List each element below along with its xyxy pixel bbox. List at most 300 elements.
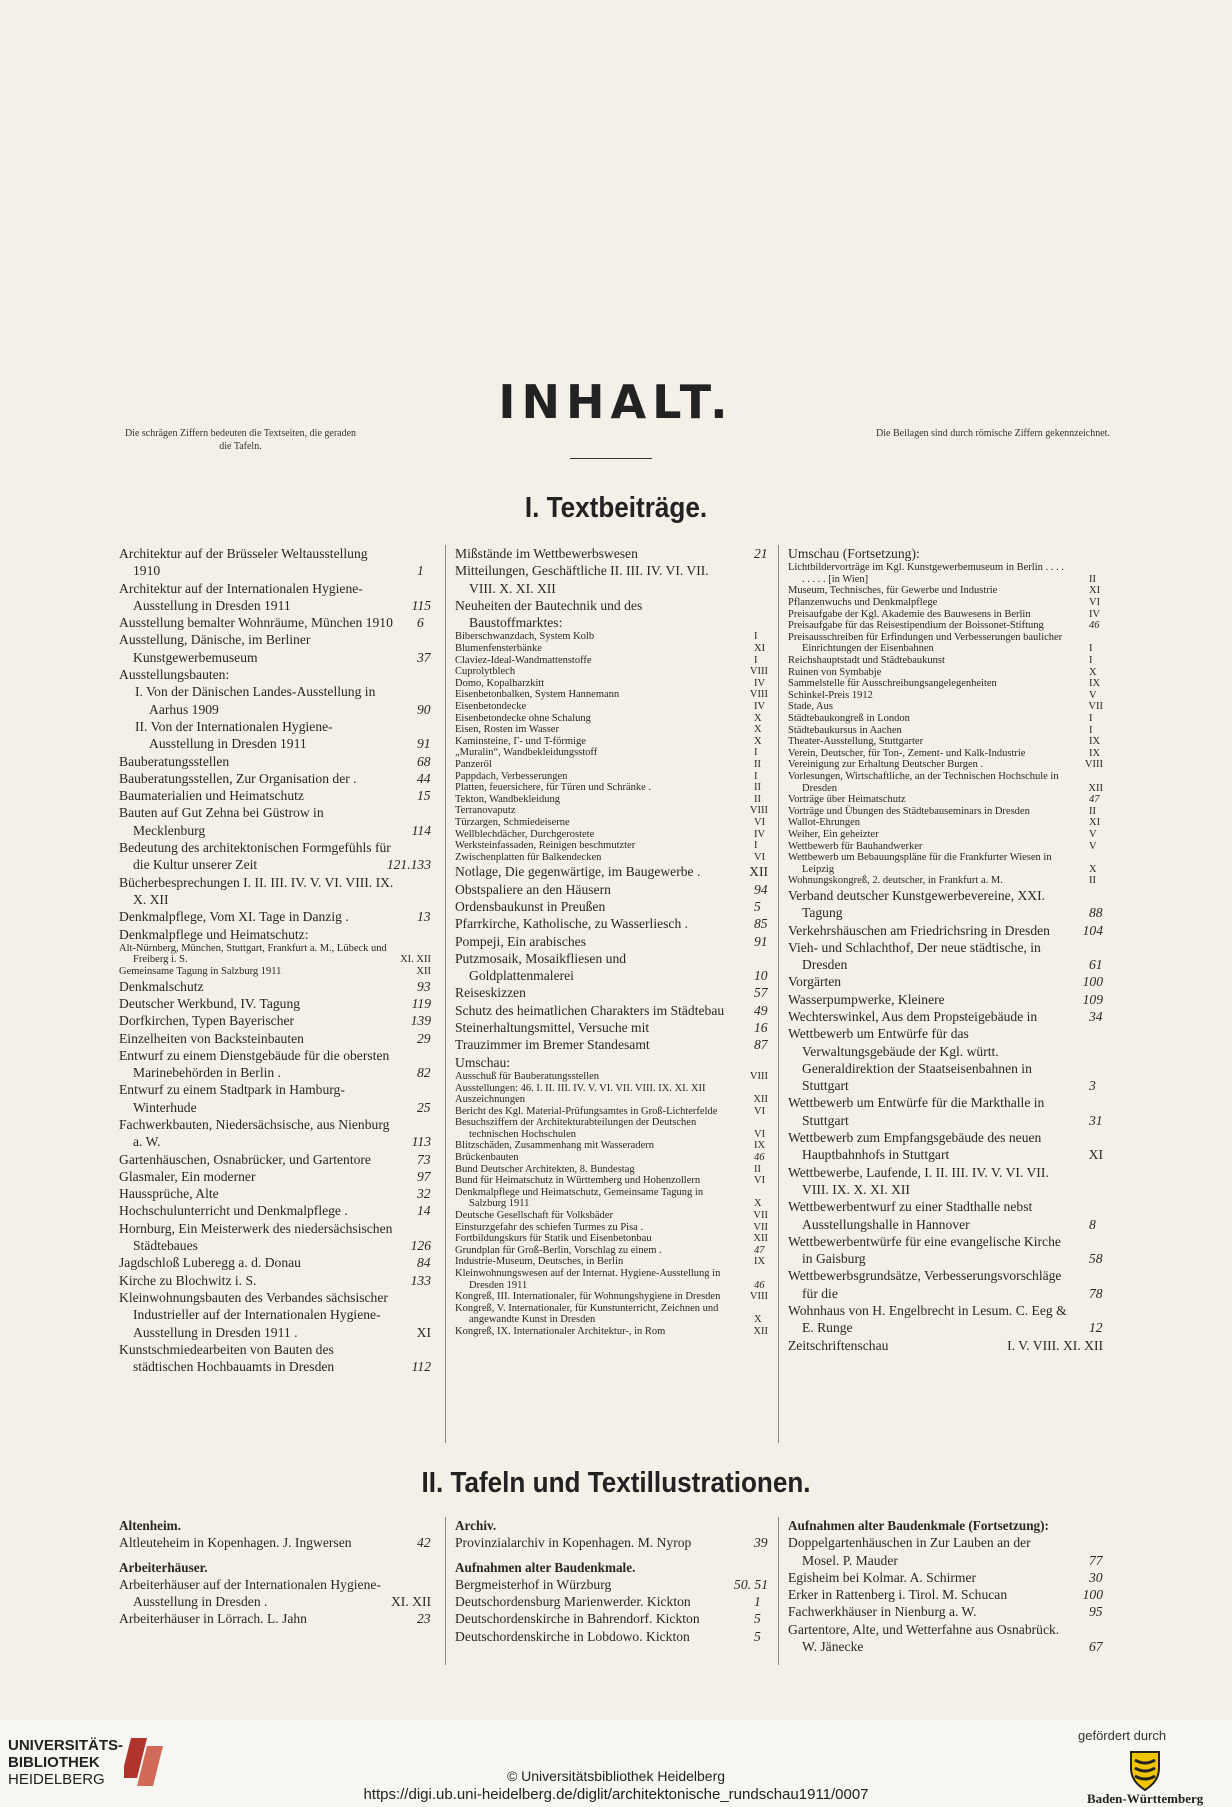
entry-title: Kleinwohnungswesen auf der Internat. Hygiene-Ausstellung in Dresden 1911	[455, 1268, 721, 1291]
entry-title: Brückenbauten	[455, 1152, 519, 1164]
entry-title: Türzargen, Schmiedeiserne	[455, 816, 570, 828]
entry-title: Fachwerkbauten, Niedersächsische, aus Nienburg a. W.	[119, 1116, 390, 1150]
index-entry: Vorträge über Heimatschutz 47	[788, 794, 1100, 806]
entry-title: Preisaufgabe für das Reisestipendium der Boissonet-Stiftung	[788, 620, 1044, 632]
index-entry: Museum, Technisches, für Gewerbe und Industrie XI	[788, 585, 1101, 597]
index-entry	[455, 689, 768, 701]
index-entry: Wohnungskongreß, 2. deutscher, in Frankfurt a. M. II	[788, 875, 1096, 887]
entry-title: Einsturzgefahr des schiefen Turmes zu Pisa .	[455, 1221, 644, 1233]
entry-title: Biberschwanzdach, System Kolb	[455, 631, 595, 643]
page-title: INHALT.	[498, 375, 734, 429]
entry-page: 119	[411, 995, 431, 1011]
index-entry	[455, 666, 768, 678]
entry-page: XII	[416, 966, 431, 978]
entry-page: VIII	[749, 1070, 768, 1082]
entry-title: Umschau:	[455, 1054, 511, 1070]
index-entry: Ruinen von Symbabje X	[788, 666, 1097, 678]
index-entry: Wettbewerb um Bebauungspläne für die Frankfurter Wiesen in Leipzig X	[788, 852, 1097, 875]
entry-title: Eisenbetonbalken, System Hannemann	[455, 689, 620, 701]
index-entry: Wellblechdächer, Durchgerostete IV	[455, 828, 766, 840]
plates-column-2	[455, 1517, 768, 1645]
index-entry: Pompeji, Ein arabisches 91	[455, 933, 768, 949]
index-entry: Hochschulunterricht und Denkmalpflege . 14	[119, 1203, 431, 1219]
index-entry	[455, 1054, 768, 1071]
entry-title: Wallot-Ehrungen	[788, 817, 861, 829]
entry-title: Auszeichnungen	[455, 1094, 525, 1106]
index-entry: Bericht des Kgl. Material-Prüfungsamtes in Groß-Lichterfelde VI	[455, 1105, 766, 1117]
entry-title: Verkehrshäuschen am Friedrichsring in Dresden	[788, 922, 1050, 938]
index-entry: Egisheim bei Kolmar. A. Schirmer 30	[788, 1569, 1103, 1585]
index-entry: Bund Deutscher Architekten, 8. Bundestag II	[455, 1163, 761, 1175]
index-entry	[788, 1129, 1103, 1164]
index-entry: Vorträge und Übungen des Städtebauseminars in Dresden II	[788, 805, 1096, 817]
entry-title: Preisausschreiben für Erfindungen und Verbesserungen baulicher Einrichtungen der Eisenbahnen	[788, 631, 1063, 655]
index-entry: Schutz des heimatlichen Charakters im Städtebau 49	[455, 1002, 768, 1018]
index-entry: Wettbewerbsgrundsätze, Verbesserungsvorschläge für die 78	[788, 1268, 1103, 1301]
entry-title: Mitteilungen, Geschäftliche II. III. IV. VI. VII. VIII. X. XI. XII	[455, 563, 709, 596]
index-entry	[119, 666, 431, 683]
entry-title: Aufnahmen alter Baudenkmale (Fortsetzung):	[788, 1518, 1049, 1533]
index-entry: II. Von der Internationalen Hygiene-Ausstellung in Dresden 1911 91	[135, 718, 431, 752]
entry-title: Reiseskizzen	[455, 985, 526, 1001]
copyright-label: © Universitätsbibliothek Heidelberg	[506, 1768, 726, 1784]
entry-page: XII	[1088, 782, 1103, 794]
library-name-line: BIBLIOTHEK	[8, 1754, 100, 1771]
entry-title: Kongreß, IX. Internationaler Architektur-, in Rom	[455, 1325, 666, 1337]
index-entry: Werksteinfassaden, Reinigen beschmutzter I	[455, 840, 758, 852]
entry-title: Vorträge und Übungen des Städtebauseminars in Dresden	[788, 805, 1030, 817]
entry-title: Schinkel-Preis 1912	[788, 689, 873, 701]
index-entry	[119, 804, 431, 839]
index-entry: Kleinwohnungswesen auf der Internat. Hygiene-Ausstellung in Dresden 1911 46	[455, 1268, 765, 1291]
entry-page: 139	[410, 1013, 431, 1029]
entry-title: Erker in Rattenberg i. Tirol. M. Schucan	[788, 1587, 1008, 1603]
entry-page: 112	[411, 1359, 431, 1375]
index-entry	[119, 1272, 431, 1289]
index-entry	[455, 1222, 768, 1234]
entry-title: Deutsche Gesellschaft für Volksbäder	[455, 1210, 613, 1222]
index-entry: Architektur auf der Brüsseler Weltausstellung 1910 1	[119, 546, 424, 579]
index-entry: Pappdach, Verbesserungen I	[455, 770, 758, 782]
index-entry: Blitzschäden, Zusammenhang mit Wasseradern IX	[455, 1140, 766, 1152]
index-entry: Bauberatungsstellen 68	[119, 753, 431, 769]
entry-page: 109	[1082, 991, 1103, 1007]
index-entry: Doppelgartenhäuschen in Zur Lauben an der Mosel. P. Mauder 77	[788, 1535, 1103, 1568]
entry-title: Kongreß, V. Internationaler, für Kunstunterricht, Zeichnen und angewandte Kunst in Dresden	[455, 1302, 719, 1326]
entry-title: Bauberatungsstellen	[119, 753, 230, 769]
entry-title: Bücherbesprechungen I. II. III. IV. V. VI. VIII. IX. X. XII	[119, 874, 394, 907]
index-entry	[119, 1289, 431, 1341]
entry-title: Hochschulunterricht und Denkmalpflege .	[119, 1203, 348, 1219]
index-entry: Haussprüche, Alte 32	[119, 1186, 431, 1202]
library-name-line: UNIVERSITÄTS-	[8, 1737, 124, 1754]
entry-title: Denkmalpflege und Heimatschutz, Gemeinsame Tagung in Salzburg 1911	[455, 1186, 704, 1210]
entry-title: Fachwerkhäuser in Nienburg a. W.	[788, 1604, 977, 1620]
entry-title: Kongreß, III. Internationaler, für Wohnungshygiene in Dresden	[455, 1291, 721, 1303]
entry-page: 126	[410, 1238, 431, 1254]
entry-title: Wechterswinkel, Aus dem Propsteigebäude in	[788, 1009, 1038, 1024]
index-entry: Brückenbauten 46	[455, 1152, 765, 1164]
entry-title: Wettbewerb um Entwürfe für das Verwaltungsgebäude der Kgl. württ. Generaldirektion der Staatseisenbahnen in Stuttgart	[788, 1026, 1032, 1094]
entry-title: Verband deutscher Kunstgewerbevereine, XXI. Tagung	[788, 887, 1046, 921]
entry-page: XII	[753, 1325, 768, 1337]
entry-title: Obstspaliere an den Häusern	[455, 881, 611, 897]
entry-title: Umschau (Fortsetzung):	[788, 546, 920, 561]
category-heading	[119, 1517, 431, 1534]
entry-page: 115	[411, 597, 431, 613]
index-entry: Gartentore, Alte, und Wetterfahne aus Osnabrück. W. Jänecke 67	[788, 1621, 1103, 1655]
entry-title: Baumaterialien und Heimatschutz	[119, 788, 304, 804]
entry-title: Egisheim bei Kolmar. A. Schirmer	[788, 1569, 977, 1585]
index-entry: Grundplan für Groß-Berlin, Vorschlag zu einem . 47	[455, 1244, 765, 1256]
entry-title: Dorfkirchen, Typen Bayerischer	[119, 1013, 295, 1029]
category-heading	[788, 1517, 1103, 1534]
index-entry: Industrie-Museum, Deutsches, in Berlin IX	[455, 1256, 766, 1268]
index-entry: Wettbewerbentwürfe für eine evangelische Kirche in Gaisburg 58	[788, 1233, 1103, 1267]
index-entry	[788, 759, 1103, 771]
entry-title: Wettbewerbe, Laufende, I. II. III. IV. V. VI. VII. VIII. IX. X. XI. XII	[788, 1164, 1049, 1197]
copyright-text	[0, 1768, 1232, 1784]
entry-page: 114	[411, 822, 431, 838]
column-divider	[445, 1517, 446, 1665]
entry-page: VII	[753, 1210, 768, 1222]
index-entry: Glasmaler, Ein moderner 97	[119, 1168, 431, 1184]
entry-title: Mißstände im Wettbewerbswesen	[455, 546, 638, 561]
index-entry: Ordensbaukunst in Preußen 5	[455, 898, 761, 914]
entry-page: XI. XII	[400, 954, 431, 966]
index-entry: Domo, Kopalharzkitt IV	[455, 677, 766, 689]
entry-title: Haussprüche, Alte	[119, 1186, 219, 1202]
entry-title: Wettbewerbentwurf zu einer Stadthalle nebst Ausstellungshalle in Hannover	[788, 1199, 1033, 1232]
index-entry: Claviez-Ideal-Wandmattenstoffe I	[455, 654, 758, 666]
entry-title: Terranovaputz	[455, 805, 516, 817]
index-column-1	[119, 545, 431, 1375]
entry-page: 50. 51	[734, 1576, 768, 1592]
index-entry: Wettbewerb für Bauhandwerker V	[788, 840, 1097, 852]
index-entry: Verband deutscher Kunstgewerbevereine, XXI. Tagung 88	[788, 887, 1103, 921]
entry-title: Theater-Ausstellung, Stuttgarter	[788, 736, 924, 748]
index-entry: Wohnhaus von H. Engelbrecht in Lesum. C. Eeg & E. Runge 12	[788, 1303, 1103, 1336]
entry-title: Jagdschloß Luberegg a. d. Donau	[119, 1255, 301, 1271]
library-name-line: HEIDELBERG	[8, 1771, 105, 1788]
entry-title: Reichshauptstadt und Städtebaukunst	[788, 655, 945, 667]
column-divider	[445, 545, 446, 1443]
entry-title: Grundplan für Groß-Berlin, Vorschlag zu einem .	[455, 1244, 662, 1256]
index-entry: Panzeröl II	[455, 759, 761, 771]
section-heading-2: II. Tafeln und Textillustrationen.	[421, 1467, 811, 1499]
entry-page: XII	[753, 1094, 768, 1106]
entry-title: Wettbewerb zum Empfangsgebäude des neuen Hauptbahnhofs in Stuttgart	[788, 1130, 1042, 1163]
entry-title: Wettbewerbentwürfe für eine evangelische Kirche in Gaisburg	[788, 1233, 1061, 1267]
entry-page: VIII	[749, 1291, 768, 1303]
entry-page: 104	[1082, 922, 1103, 938]
index-entry: Preisausschreiben für Erfindungen und Verbesserungen baulicher Einrichtungen der Eisenbahnen I	[788, 631, 1093, 655]
entry-title: Doppelgartenhäuschen in Zur Lauben an der Mosel. P. Mauder	[788, 1535, 1031, 1568]
entry-title: Werksteinfassaden, Reinigen beschmutzter	[455, 840, 636, 852]
entry-title: Wasserpumpwerke, Kleinere	[788, 991, 945, 1007]
state-coat-of-arms-icon	[1121, 1748, 1169, 1792]
index-entry	[455, 1326, 768, 1338]
entry-title: Altenheim.	[119, 1518, 181, 1533]
index-entry: Preisaufgabe für das Reisestipendium der Boissonet-Stiftung 46	[788, 620, 1100, 632]
entry-title: Architektur auf der Brüsseler Weltausstellung 1910	[119, 546, 368, 579]
index-entry: Lichtbildervorträge im Kgl. Kunstgewerbemuseum in Berlin . . . . . . . . . [in Wien] II	[788, 562, 1096, 585]
note-left: Die schrägen Ziffern bedeuten die Textseiten, die geraden die Tafeln.	[124, 428, 357, 452]
index-entry: Provinzialarchiv in Kopenhagen. M. Nyrop 39	[455, 1535, 768, 1551]
index-entry: Ausstellung, Dänische, im Berliner Kunstgewerbemuseum 37	[119, 632, 431, 665]
entry-title: Eisen, Rosten im Wasser	[455, 724, 559, 736]
index-entry	[788, 991, 1103, 1008]
index-entry	[119, 966, 431, 978]
index-entry: Deutschordenskirche in Lobdowo. Kickton 5	[455, 1628, 761, 1644]
index-entry: Weiher, Ein geheizter V	[788, 828, 1097, 840]
entry-title: Blitzschäden, Zusammenhang mit Wasseradern	[455, 1140, 654, 1152]
entry-title: Archiv.	[455, 1518, 497, 1533]
index-entry: Obstspaliere an den Häusern 94	[455, 881, 768, 897]
index-entry: Wettbewerbentwurf zu einer Stadthalle nebst Ausstellungshalle in Hannover 8	[788, 1199, 1096, 1232]
index-entry	[119, 1220, 431, 1255]
entry-title: Pflanzenwuchs und Denkmalpflege	[788, 597, 938, 609]
entry-title: Vereinigung zur Erhaltung Deutscher Burgen .	[788, 759, 984, 771]
index-entry: Zwischenplatten für Balkendecken VI	[455, 851, 766, 863]
index-entry	[455, 1083, 768, 1095]
entry-title: Eisenbetondecke	[455, 701, 527, 713]
index-entry: Deutschordensburg Marienwerder. Kickton 1	[455, 1594, 761, 1610]
index-entry	[119, 1341, 431, 1376]
index-entry	[119, 839, 431, 874]
entry-title: Bauberatungsstellen, Zur Organisation der .	[119, 770, 357, 786]
entry-title: Wettbewerb um Bebauungspläne für die Frankfurter Wiesen in Leipzig	[788, 852, 1052, 875]
entry-page: VIII	[749, 666, 768, 678]
index-entry: Reichshauptstadt und Städtebaukunst I	[788, 655, 1093, 667]
entry-title: Fortbildungskurs für Statik und Eisenbetonbau	[455, 1233, 652, 1245]
entry-title: Gemeinsame Tagung in Salzburg 1911	[119, 966, 282, 978]
index-entry: Sammelstelle für Ausschreibungsangelegenheiten IX	[788, 678, 1101, 690]
entry-title: Museum, Technisches, für Gewerbe und Industrie	[788, 585, 998, 597]
entry-title: Wettbewerb für Bauhandwerker	[788, 840, 923, 852]
index-entry	[788, 771, 1103, 794]
entry-title: Lichtbildervorträge im Kgl. Kunstgewerbemuseum in Berlin . . . . . . . . . [in Wien]	[788, 562, 1064, 585]
index-entry: Gartenhäuschen, Osnabrücker, und Gartentore 73	[119, 1151, 431, 1167]
entry-title: Verein, Deutscher, für Ton-, Zement- und Kalk-Industrie	[788, 747, 1026, 759]
entry-title: Domo, Kopalharzkitt	[455, 677, 545, 689]
index-entry	[119, 580, 431, 615]
entry-title: Trauzimmer im Bremer Standesamt	[455, 1037, 650, 1053]
entry-title: Kunstschmiedearbeiten von Bauten des städtischen Hochbauamts in Dresden	[119, 1341, 335, 1375]
index-entry: Fachwerkhäuser in Nienburg a. W. 95	[788, 1604, 1103, 1620]
entry-title: Bedeutung des architektonischen Formgefühls für die Kultur unserer Zeit	[119, 840, 391, 873]
index-entry: Altleuteheim in Kopenhagen. J. Ingwersen 42	[119, 1535, 431, 1551]
index-entry: Baumaterialien und Heimatschutz 15	[119, 788, 431, 804]
index-entry: Eisenbetondecke ohne Schalung X	[455, 712, 762, 724]
entry-title: II. Von der Internationalen Hygiene-Ausstellung in Dresden 1911	[135, 718, 333, 752]
entry-title: Vieh- und Schlachthof, Der neue städtische, in Dresden	[788, 939, 1041, 973]
entry-title: Arbeiterhäuser auf der Internationalen Hygiene-Ausstellung in Dresden .	[119, 1576, 381, 1610]
index-column-3	[788, 545, 1103, 1354]
entry-title: Glasmaler, Ein moderner	[119, 1168, 256, 1184]
index-entry: Entwurf zu einem Dienstgebäude für die obersten Marinebehörden in Berlin . 82	[119, 1047, 431, 1081]
index-entry: Reiseskizzen 57	[455, 985, 768, 1001]
entry-page: 100	[1082, 974, 1103, 990]
index-entry: Trauzimmer im Bremer Standesamt 87	[455, 1037, 768, 1053]
page-url-link[interactable]: https://digi.ub.uni-heidelberg.de/diglit/architektonische_rundschau1911/0007	[363, 1786, 869, 1803]
entry-title: Besuchsziffern der Architekturabteilungen der Deutschen technischen Hochschulen	[455, 1117, 697, 1140]
entry-title: Arbeiterhäuser.	[119, 1559, 208, 1575]
index-entry: Blumenfensterbänke XI	[455, 643, 766, 655]
index-entry: Eisen, Rosten im Wasser X	[455, 724, 762, 736]
footer-bar	[0, 1720, 1232, 1807]
title-rule	[570, 458, 652, 459]
entry-page: VIII	[749, 805, 768, 817]
entry-title: Ausstellung, Dänische, im Berliner Kunstgewerbemuseum	[119, 632, 311, 665]
entry-title: Vorgärten	[788, 974, 842, 990]
entry-title: Bauten auf Gut Zehna bei Güstrow in Mecklenburg	[119, 805, 324, 838]
index-entry: Besuchsziffern der Architekturabteilungen der Deutschen technischen Hochschulen VI	[455, 1117, 766, 1140]
entry-title: Einzelheiten von Backsteinbauten	[119, 1030, 304, 1046]
entry-page: 133	[410, 1272, 431, 1288]
entry-title: Stade, Aus	[788, 701, 833, 713]
index-entry: Kongreß, V. Internationaler, für Kunstunterricht, Zeichnen und angewandte Kunst in Dresden X	[455, 1302, 762, 1326]
index-entry: Wallot-Ehrungen XI	[788, 817, 1101, 829]
entry-title: Provinzialarchiv in Kopenhagen. M. Nyrop	[455, 1535, 692, 1551]
sponsor-label: gefördert durch	[1078, 1728, 1167, 1743]
entry-title: Wohnhaus von H. Engelbrecht in Lesum. C. Eeg & E. Runge	[788, 1303, 1067, 1336]
entry-page: I. V. VIII. XI. XII	[1007, 1337, 1103, 1353]
entry-page: VIII	[1084, 759, 1103, 771]
entry-title: Wettbewerbsgrundsätze, Verbesserungsvorschläge für die	[788, 1268, 1062, 1301]
entry-title: Deutschordenskirche in Bahrendorf. Kickton	[455, 1611, 700, 1627]
entry-title: Ausstellungen: 46. I. II. III. IV. V. VI. VII. VIII. IX. XI. XII	[455, 1082, 706, 1094]
entry-title: Panzeröl	[455, 759, 492, 771]
index-entry	[119, 1116, 431, 1151]
index-entry: Preisaufgabe der Kgl. Akademie des Bauwesens in Berlin IV	[788, 608, 1101, 620]
entry-title: Denkmalschutz	[119, 978, 204, 994]
entry-title: Ausstellungsbauten:	[119, 667, 230, 683]
entry-title: Pfarrkirche, Katholische, zu Wasserliesch .	[455, 916, 689, 932]
entry-title: Deutscher Werkbund, IV. Tagung	[119, 995, 301, 1011]
entry-title: Arbeiterhäuser in Lörrach. L. Jahn	[119, 1611, 307, 1627]
index-entry	[455, 1094, 768, 1106]
index-entry: Tekton, Wandbekleidung II	[455, 793, 761, 805]
index-entry	[788, 545, 1103, 562]
index-entry	[119, 926, 431, 943]
index-entry: Türzargen, Schmiedeiserne VI	[455, 816, 766, 828]
index-entry	[788, 701, 1103, 713]
entry-title: Ausschuß für Bauberatungsstellen	[455, 1070, 600, 1082]
index-entry: Pflanzenwuchs und Denkmalpflege VI	[788, 597, 1101, 609]
index-entry: Bauberatungsstellen, Zur Organisation der . 44	[119, 770, 431, 786]
entry-title: Entwurf zu einem Dienstgebäude für die obersten Marinebehörden in Berlin .	[119, 1047, 390, 1081]
index-entry	[119, 943, 431, 966]
index-entry: Mißstände im Wettbewerbswesen 21	[455, 546, 768, 561]
category-heading	[119, 1559, 431, 1576]
index-entry: Städtebaukongreß in London I	[788, 713, 1093, 725]
entry-title: Sammelstelle für Ausschreibungsangelegenheiten	[788, 678, 997, 690]
entry-title: Zeitschriftenschau	[788, 1337, 889, 1353]
index-entry	[455, 863, 768, 880]
entry-title: Eisenbetondecke ohne Schalung	[455, 712, 591, 724]
entry-title: Bericht des Kgl. Material-Prüfungsamtes in Groß-Lichterfelde	[455, 1105, 718, 1117]
index-entry	[119, 1576, 431, 1611]
index-entry: „Muralin“, Wandbekleidungsstoff I	[455, 747, 758, 759]
index-entry: Wettbewerb um Entwürfe für die Markthalle in Stuttgart 31	[788, 1095, 1103, 1128]
category-heading	[455, 1517, 768, 1534]
entry-title: Industrie-Museum, Deutsches, in Berlin	[455, 1256, 624, 1268]
plates-column-3	[788, 1517, 1103, 1655]
entry-title: I. Von der Dänischen Landes-Ausstellung in Aarhus 1909	[135, 684, 376, 717]
index-entry: Einzelheiten von Backsteinbauten 29	[119, 1030, 431, 1046]
entry-title: Entwurf zu einem Stadtpark in Hamburg-Winterhude	[119, 1082, 345, 1115]
index-entry: Denkmalschutz 93	[119, 978, 431, 994]
entry-title: Kleinwohnungsbauten des Verbandes sächsischer Industrieller auf der Internationalen Hygiene-Ausstellung in Dresden 1911 .	[119, 1289, 388, 1340]
index-entry	[788, 922, 1103, 939]
entry-page: 121.133	[386, 857, 431, 873]
entry-title: Bund für Heimatschutz in Württemberg und Hohenzollern	[455, 1175, 701, 1187]
index-entry: Steinerhaltungsmittel, Versuche mit 16	[455, 1020, 768, 1036]
entry-title: Gartentore, Alte, und Wetterfahne aus Osnabrück. W. Jänecke	[788, 1621, 1060, 1655]
entry-title: Schutz des heimatlichen Charakters im Städtebau	[455, 1002, 725, 1018]
index-entry	[788, 1337, 1103, 1354]
entry-title: Architektur auf der Internationalen Hygiene-Ausstellung in Dresden 1911	[119, 580, 363, 613]
index-entry: Jagdschloß Luberegg a. d. Donau 84	[119, 1255, 431, 1271]
entry-title: Altleuteheim in Kopenhagen. J. Ingwersen	[119, 1535, 352, 1551]
entry-title: Bergmeisterhof in Würzburg	[455, 1576, 612, 1592]
index-entry: Theater-Ausstellung, Stuttgarter IX	[788, 736, 1101, 748]
entry-title: Neuheiten der Bautechnik und des Baustoffmarktes:	[455, 597, 643, 631]
index-entry: Biberschwanzdach, System Kolb I	[455, 631, 758, 643]
entry-title: Pappdach, Verbesserungen	[455, 770, 568, 782]
entry-title: Bund Deutscher Architekten, 8. Bundestag	[455, 1163, 635, 1175]
entry-page: XII	[753, 1233, 768, 1245]
entry-title: Aufnahmen alter Baudenkmale.	[455, 1559, 636, 1575]
entry-page: 113	[411, 1134, 431, 1150]
entry-page: XII	[749, 864, 768, 880]
index-entry: Verein, Deutscher, für Ton-, Zement- und Kalk-Industrie IX	[788, 747, 1101, 759]
entry-title: Kirche zu Blochwitz i. S.	[119, 1272, 257, 1288]
entry-title: Ausstellung bemalter Wohnräume, München 1910	[119, 615, 393, 631]
index-entry	[788, 973, 1103, 990]
entry-title: Cuprolytblech	[455, 666, 516, 678]
index-entry: Wettbewerb um Entwürfe für das Verwaltungsgebäude der Kgl. württ. Generaldirektion der Staatseisenbahnen in Stuttgart 3	[788, 1026, 1096, 1094]
entry-title: Wellblechdächer, Durchgerostete	[455, 828, 595, 840]
index-entry: Städtebaukursus in Aachen I	[788, 724, 1093, 736]
entry-page: XI. XII	[390, 1594, 431, 1610]
index-entry	[455, 562, 768, 597]
index-entry	[119, 874, 431, 909]
entry-title: Vorlesungen, Wirtschaftliche, an der Technischen Hochschule in Dresden	[788, 770, 1059, 794]
note-right: Die Beilagen sind durch römische Ziffern gekennzeichnet.	[876, 428, 1110, 439]
entry-title: Zwischenplatten für Balkendecken	[455, 851, 602, 863]
entry-title: Deutschordenskirche in Lobdowo. Kickton	[455, 1628, 690, 1644]
index-entry	[119, 995, 431, 1012]
category-heading	[455, 1559, 768, 1576]
index-column-2	[455, 545, 768, 1338]
entry-title: Ordensbaukunst in Preußen	[455, 898, 606, 914]
index-entry: Schinkel-Preis 1912 V	[788, 689, 1097, 701]
index-entry	[788, 1586, 1103, 1603]
index-entry: Ausstellung bemalter Wohnräume, München 1910 6	[119, 615, 424, 631]
entry-title: Weiher, Ein geheizter	[788, 828, 879, 840]
index-entry: Denkmalpflege und Heimatschutz, Gemeinsame Tagung in Salzburg 1911 X	[455, 1186, 762, 1210]
entry-title: Wohnungskongreß, 2. deutscher, in Frankfurt a. M.	[788, 875, 1003, 887]
index-entry	[455, 1291, 768, 1303]
entry-page: VII	[1088, 701, 1103, 713]
entry-title: Pompeji, Ein arabisches	[455, 933, 586, 949]
entry-title: Städtebaukursus in Aachen	[788, 724, 902, 736]
entry-title: Preisaufgabe der Kgl. Akademie des Bauwesens in Berlin	[788, 608, 1031, 620]
entry-page: VIII	[749, 689, 768, 701]
index-entry	[455, 1071, 768, 1083]
